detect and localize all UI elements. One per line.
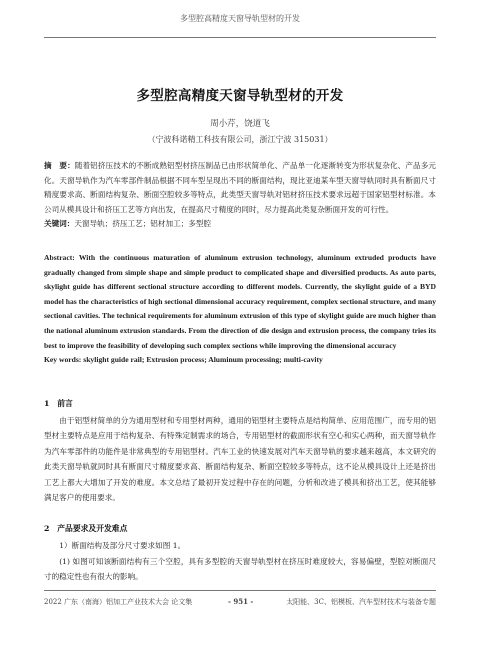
section-1-paragraph: 由于铝型材简单的分为通用型材和专用型材两种，通用的铝型材主要特点是结构简单、应用范围广，而专用的铝型材主要特点是应用于结构复杂、有特殊定制需求的场合，专用铝型材的截面形状有空心和实心两种，而天窗导轨作为汽车零部件的功能件是非常典型的专用铝型材。汽车工业的快速发展对汽车天窗导轨的要求越来越高，本文研究的此类天窗导轨就同时具有断面尺寸精度要求高、断面结构复杂、断面空腔较多等特点，这不论从模具设计上还是挤出工艺上都大大增加了开发的难度。本文总结了最初开发过程中存在的问题，分析和改进了模具和挤出工艺，使其能够满足客户的使用要求。 <box>44 416 436 503</box>
section-1-heading: 1 前言 <box>44 399 73 408</box>
footer-divider <box>44 590 436 591</box>
english-abstract-label: Abstract: <box>44 253 75 262</box>
footer-page-number: - 951 - <box>228 597 254 606</box>
chinese-keywords-label: 关键词： <box>44 219 75 228</box>
chinese-abstract-block <box>44 159 436 232</box>
english-keywords-label: Key words: <box>44 355 82 365</box>
english-keywords-text: skylight guide rail; Extrusion process; Aluminum processing; multi-cavity <box>83 355 323 365</box>
english-abstract-text: With the continuous maturation of aluminum extrusion technology, aluminum extruded products have gradually changed from simple shape and simple product to complicated shape and diversified products. As auto parts, skylight guide has different sectional structure according to different models. Currently, the skylight guide of a BYD model has the characteristics of high sectional dimensional accuracy requirement, complex sectional structure, and many sectional cavities. The technical requirements for aluminum extrusion of this type of skylight guide are much higher than the national aluminum extrusion standards. From the direction of die design and extrusion process, the company tries its best to improve the feasibility of developing such complex sections while improving the dimensional accuracy <box>44 253 436 350</box>
chinese-abstract-label: 摘 要： <box>44 161 75 170</box>
chinese-keywords-text: 天窗导轨；挤压工艺；铝材加工；多型腔 <box>74 219 212 228</box>
section-2-heading: 2 产品要求及开发难点 <box>44 524 128 533</box>
section-2-subpoint-2: (1) 如图可知该断面结构有三个空腔，具有多型腔的天窗导轨型材在挤压时难度较大，容易偏壁，型腔对断面尺寸的稳定性也有很大的影响。 <box>44 557 436 582</box>
paper-title: 多型腔高精度天窗导轨型材的开发 <box>136 88 344 104</box>
header-divider <box>44 37 436 38</box>
paper-affiliation: （宁波科诺精工科技有限公司，浙江宁波 315031） <box>147 135 333 144</box>
footer-proceedings: 2022 广东（南海）铝加工产业技术大会 论文集 <box>44 598 193 606</box>
running-header: 多型腔高精度天窗导轨型材的开发 <box>180 14 300 23</box>
section-2-subpoint-1: 1）断面结构及部分尺寸要求如图 1。 <box>59 541 186 550</box>
chinese-abstract-text: 随着铝挤压技术的不断成熟铝型材挤压制品已由形状简单化、产品单一化逐渐转变为形状复杂化、产品多元化。天窗导轨作为汽车零部件制品根据不同车型呈现出不同的断面结构，现比亚迪某车型天窗导轨同时具有断面尺寸精度要求高、断面结构复杂、断面空腔较多等特点，此类型天窗导轨对铝材挤压技术要求远超于国家铝型材标准。本公司从模具设计和挤压工艺等方向出发，在提高尺寸精度的同时，尽力提高此类复杂断面开发的可行性。 <box>44 161 437 214</box>
paper-authors: 周小芹，饶道飞 <box>210 119 270 129</box>
footer-topic: 太阳能、3C、铝模板、汽车型材技术与装备专题 <box>286 598 436 606</box>
english-abstract-block <box>44 251 436 368</box>
